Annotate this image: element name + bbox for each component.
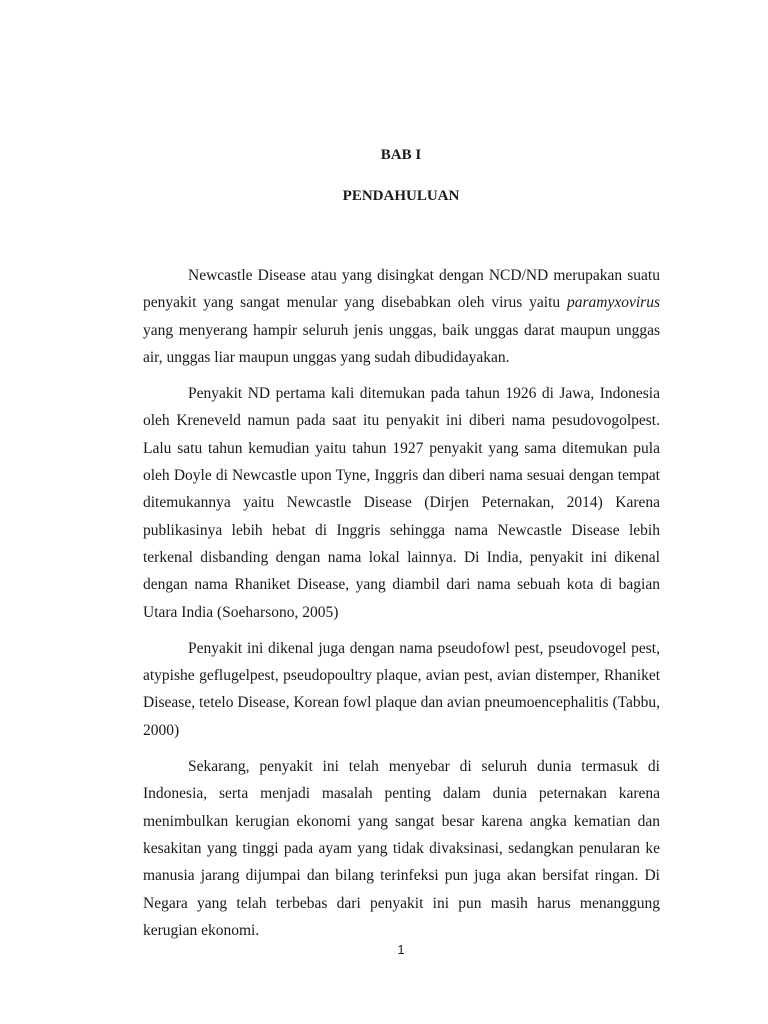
- body-text: [143, 262, 660, 953]
- paragraph-2: Penyakit ND pertama kali ditemukan pada tahun 1926 di Jawa, Indonesia oleh Kreneveld namun pada saat itu penyakit ini diberi nama pesudovogolpest. Lalu satu tahun kemudian yaitu tahun 1927 penyakit yang sama ditemukan pula oleh Doyle di Newcastle upon Tyne, Inggris dan diberi nama sesuai dengan tempat ditemukannya yaitu Newcastle Disease (Dirjen Peternakan, 2014) Karena publikasinya lebih hebat di Inggris sehingga nama Newcastle Disease lebih terkenal disbanding dengan nama lokal lainnya. Di India, penyakit ini dikenal dengan nama Rhaniket Disease, yang diambil dari nama sebuah kota di bagian Utara India (Soeharsono, 2005): [143, 385, 660, 621]
- paragraph-1-text-after: yang menyerang hampir seluruh jenis unggas, baik unggas darat maupun unggas air, unggas liar maupun unggas yang sudah dibudidayakan.: [143, 321, 660, 366]
- paragraph-3: Penyakit ini dikenal juga dengan nama pseudofowl pest, pseudovogel pest, atypishe geflugelpest, pseudopoultry plaque, avian pest, avian distemper, Rhaniket Disease, tetelo Disease, Korean fowl plaque dan avian pneumoencephalitis (Tabbu, 2000): [143, 639, 660, 739]
- paragraph-1-italic-term: paramyxovirus: [567, 294, 660, 312]
- paragraph-1-text-before: Newcastle Disease atau yang disingkat dengan NCD/ND merupakan suatu penyakit yang sangat menular yang disebabkan oleh virus yaitu: [143, 267, 660, 312]
- chapter-title: PENDAHULUAN: [342, 188, 460, 204]
- page-number: 1: [397, 942, 405, 957]
- paragraph-4: Sekarang, penyakit ini telah menyebar di seluruh dunia termasuk di Indonesia, serta menjadi masalah penting dalam dunia peternakan karena menimbulkan kerugian ekonomi yang sangat besar karena angka kematian dan kesakitan yang tinggi pada ayam yang tidak divaksinasi, sedangkan penularan ke manusia jarang dijumpai dan bilang terinfeksi pun juga akan bersifat ringan. Di Negara yang telah terbebas dari penyakit ini pun masih harus menanggung kerugian ekonomi.: [143, 758, 660, 939]
- chapter-number: BAB I: [380, 147, 422, 163]
- paragraph-1: [143, 262, 660, 371]
